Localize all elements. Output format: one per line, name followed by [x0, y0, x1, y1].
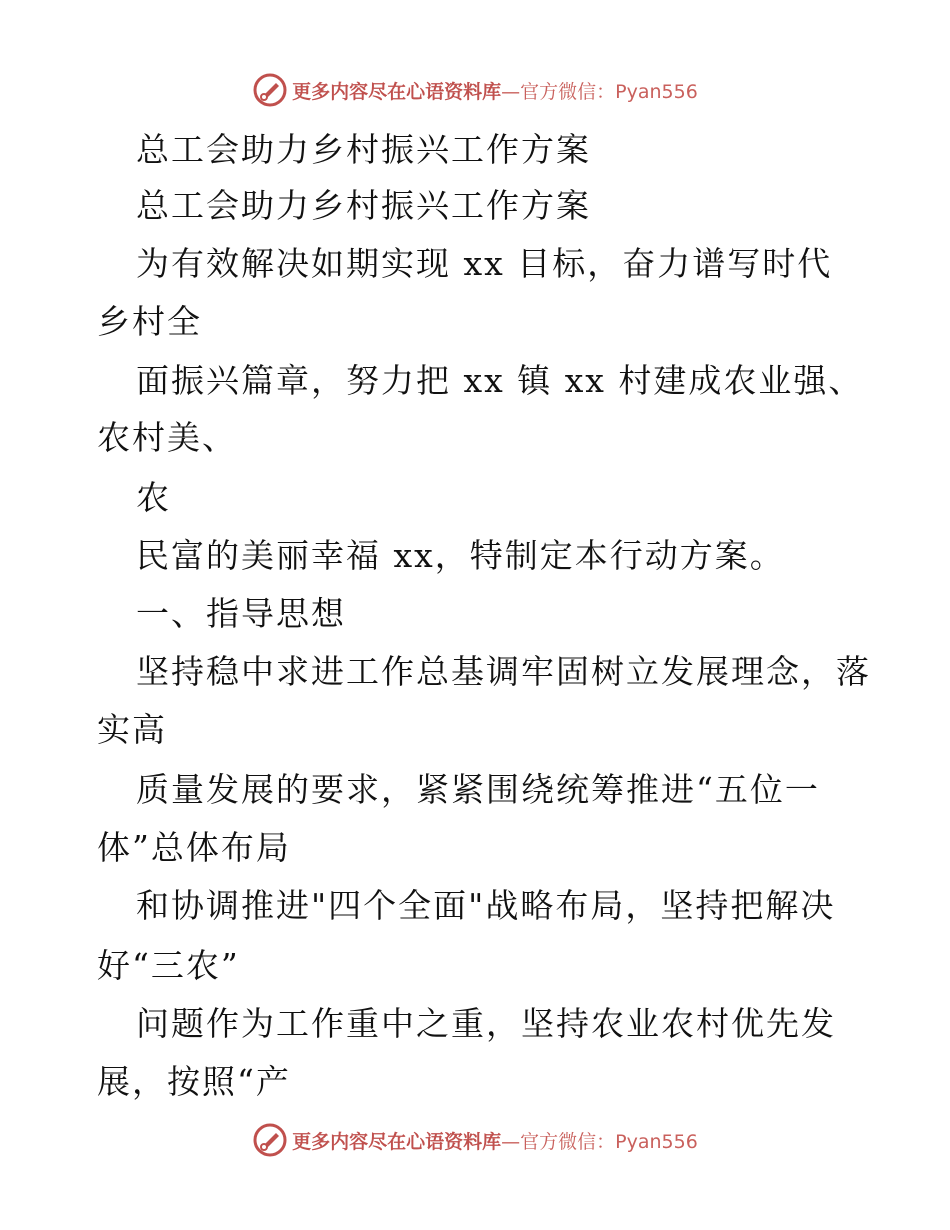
pen-seal-icon [252, 1122, 288, 1158]
doc-line: 面振兴篇章，努力把 xx 镇 xx 村建成农业强、 [136, 361, 864, 400]
doc-line: 农 [136, 478, 171, 517]
banner-wechat: —官方微信：Pyan556 [501, 1130, 698, 1153]
doc-subtitle: 总工会助力乡村振兴工作方案 [136, 186, 591, 225]
section-heading: 一、指导思想 [136, 594, 346, 633]
header-banner [0, 70, 950, 110]
doc-line: 民富的美丽幸福 xx，特制定本行动方案。 [136, 536, 785, 575]
doc-line: 和协调推进"四个全面"战略布局，坚持把解决 [136, 886, 836, 925]
doc-title: 总工会助力乡村振兴工作方案 [136, 130, 591, 169]
doc-line: 质量发展的要求，紧紧围绕统筹推进“五位一 [136, 770, 820, 809]
footer-banner [0, 1120, 950, 1160]
banner-wechat: —官方微信：Pyan556 [501, 80, 698, 103]
doc-line: 好“三农” [97, 946, 240, 985]
pen-seal-icon [252, 72, 288, 108]
doc-line: 乡村全 [97, 302, 202, 341]
doc-line: 为有效解决如期实现 xx 目标，奋力谱写时代 [136, 244, 833, 283]
banner-site-name: 更多内容尽在心语资料库 [292, 1130, 502, 1153]
doc-line: 展，按照“产 [97, 1062, 291, 1101]
banner-site-name: 更多内容尽在心语资料库 [292, 80, 502, 103]
doc-line: 问题作为工作重中之重，坚持农业农村优先发 [136, 1004, 836, 1043]
doc-line: 农村美、 [97, 418, 237, 457]
doc-line: 坚持稳中求进工作总基调牢固树立发展理念，落 [136, 652, 871, 691]
doc-line: 实高 [97, 710, 167, 749]
doc-line: 体”总体布局 [97, 828, 291, 867]
